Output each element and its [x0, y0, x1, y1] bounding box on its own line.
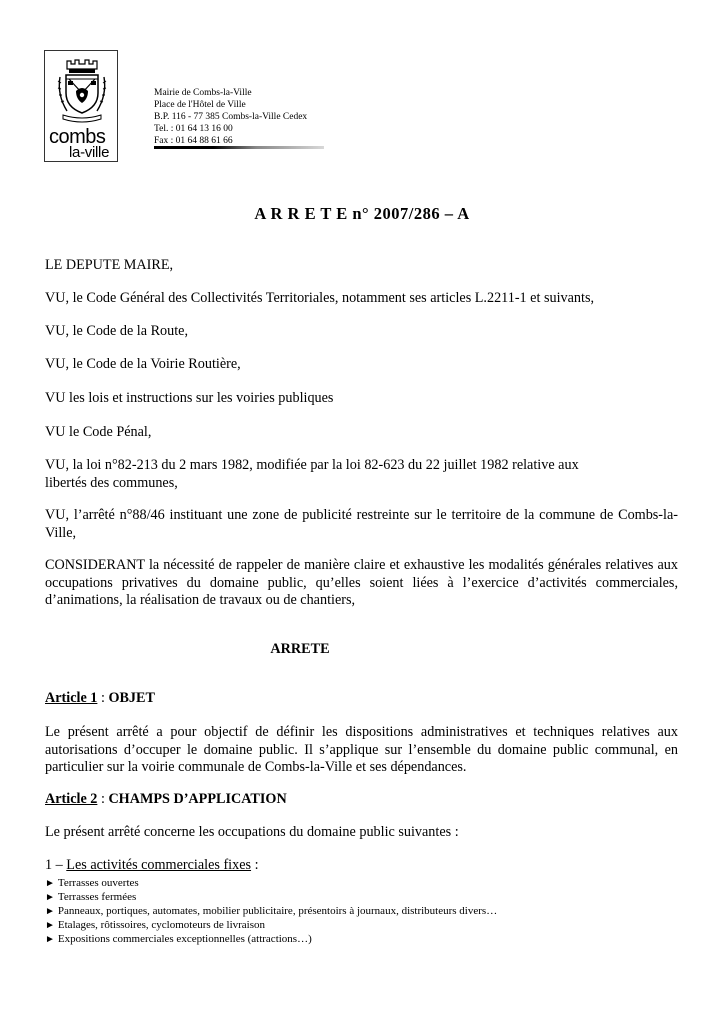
preamble-line: VU, le Code Général des Collectivités Territoriales, notamment ses articles L.2211-1 et suivants,: [45, 290, 595, 306]
article-2-title: CHAMPS D’APPLICATION: [108, 791, 287, 807]
address-divider: [154, 146, 324, 149]
preamble-line: LE DEPUTE MAIRE,: [45, 257, 174, 273]
city-logo: [44, 50, 118, 162]
coat-of-arms-icon: [55, 55, 109, 125]
bullet-arrow-icon: ►: [45, 878, 55, 889]
section-1-prefix: 1 –: [45, 857, 67, 873]
address-line: Mairie de Combs-la-Ville: [154, 88, 252, 98]
list-item-text: Panneaux, portiques, automates, mobilier publicitaire, présentoirs à journaux, distributeurs divers…: [57, 905, 498, 917]
bullet-arrow-icon: ►: [45, 934, 55, 945]
section-1-title: Les activités commerciales fixes: [66, 857, 252, 873]
bullet-arrow-icon: ►: [45, 892, 55, 903]
article-2-sep: :: [97, 791, 109, 807]
preamble-paragraph: VU, l’arrêté n°88/46 instituant une zone de publicité restreinte sur le territoire de la commune de Combs-la-Ville,: [45, 507, 678, 541]
address-line: B.P. 116 - 77 385 Combs-la-Ville Cedex: [154, 112, 308, 122]
article-2-label: Article 2: [45, 791, 98, 807]
preamble-line: VU le Code Pénal,: [45, 424, 152, 440]
bullet-arrow-icon: ►: [45, 920, 55, 931]
mairie-address: [154, 87, 307, 147]
logo-wordmark-sub: la-ville: [69, 144, 110, 161]
preamble-paragraph: VU, la loi n°82-213 du 2 mars 1982, modifiée par la loi 82-623 du 22 juillet 1982 relative aux libertés des communes,: [45, 457, 579, 491]
address-line: Place de l'Hôtel de Ville: [154, 100, 246, 110]
preamble-line: VU, le Code de la Route,: [45, 323, 189, 339]
list-item: [45, 890, 136, 905]
bullet-arrow-icon: ►: [45, 906, 55, 917]
list-item-text: Etalages, rôtissoires, cyclomoteurs de livraison: [57, 919, 266, 931]
logo-wordmark: combs: [49, 126, 106, 148]
section-1-heading: [45, 857, 678, 875]
article-1-title: OBJET: [108, 690, 155, 706]
article-2-body: Le présent arrêté concerne les occupations du domaine public suivantes :: [45, 824, 459, 840]
address-phone: Tel. : 01 64 13 16 00: [154, 124, 233, 134]
list-item: [45, 876, 139, 891]
address-fax: Fax : 01 64 88 61 66: [154, 136, 233, 146]
article-2-heading: [45, 791, 678, 809]
list-item-text: Terrasses ouvertes: [57, 877, 139, 889]
list-item-text: Terrasses fermées: [57, 891, 137, 903]
article-1-heading: [45, 690, 678, 708]
list-item: [45, 918, 265, 933]
list-item-text: Expositions commerciales exceptionnelles (attractions…): [57, 933, 312, 945]
preamble-line: VU, le Code de la Voirie Routière,: [45, 356, 241, 372]
section-1-suffix: :: [251, 857, 259, 873]
list-item: [45, 932, 312, 947]
article-1-body: Le présent arrêté a pour objectif de définir les dispositions administratives et techniques relatives aux autorisations d’occuper le domaine public. Il s’applique sur l’ensemble du domaine public communal, en particulier sur la voirie communale de Combs-la-Ville et ses dépendances.: [45, 724, 678, 776]
preamble-line: VU les lois et instructions sur les voiries publiques: [45, 390, 334, 406]
arrete-heading: ARRETE: [270, 641, 330, 657]
article-1-sep: :: [97, 690, 109, 706]
document-title: A R R E T E n° 2007/286 – A: [254, 204, 470, 223]
article-1-label: Article 1: [45, 690, 98, 706]
list-item: [45, 904, 497, 919]
considerant-paragraph: CONSIDERANT la nécessité de rappeler de manière claire et exhaustive les modalités générales relatives aux occupations privatives du domaine public, qu’elles soient liées à l’exercice d’activités commerciales, d’animations, la réalisation de travaux ou de chantiers,: [45, 557, 678, 609]
